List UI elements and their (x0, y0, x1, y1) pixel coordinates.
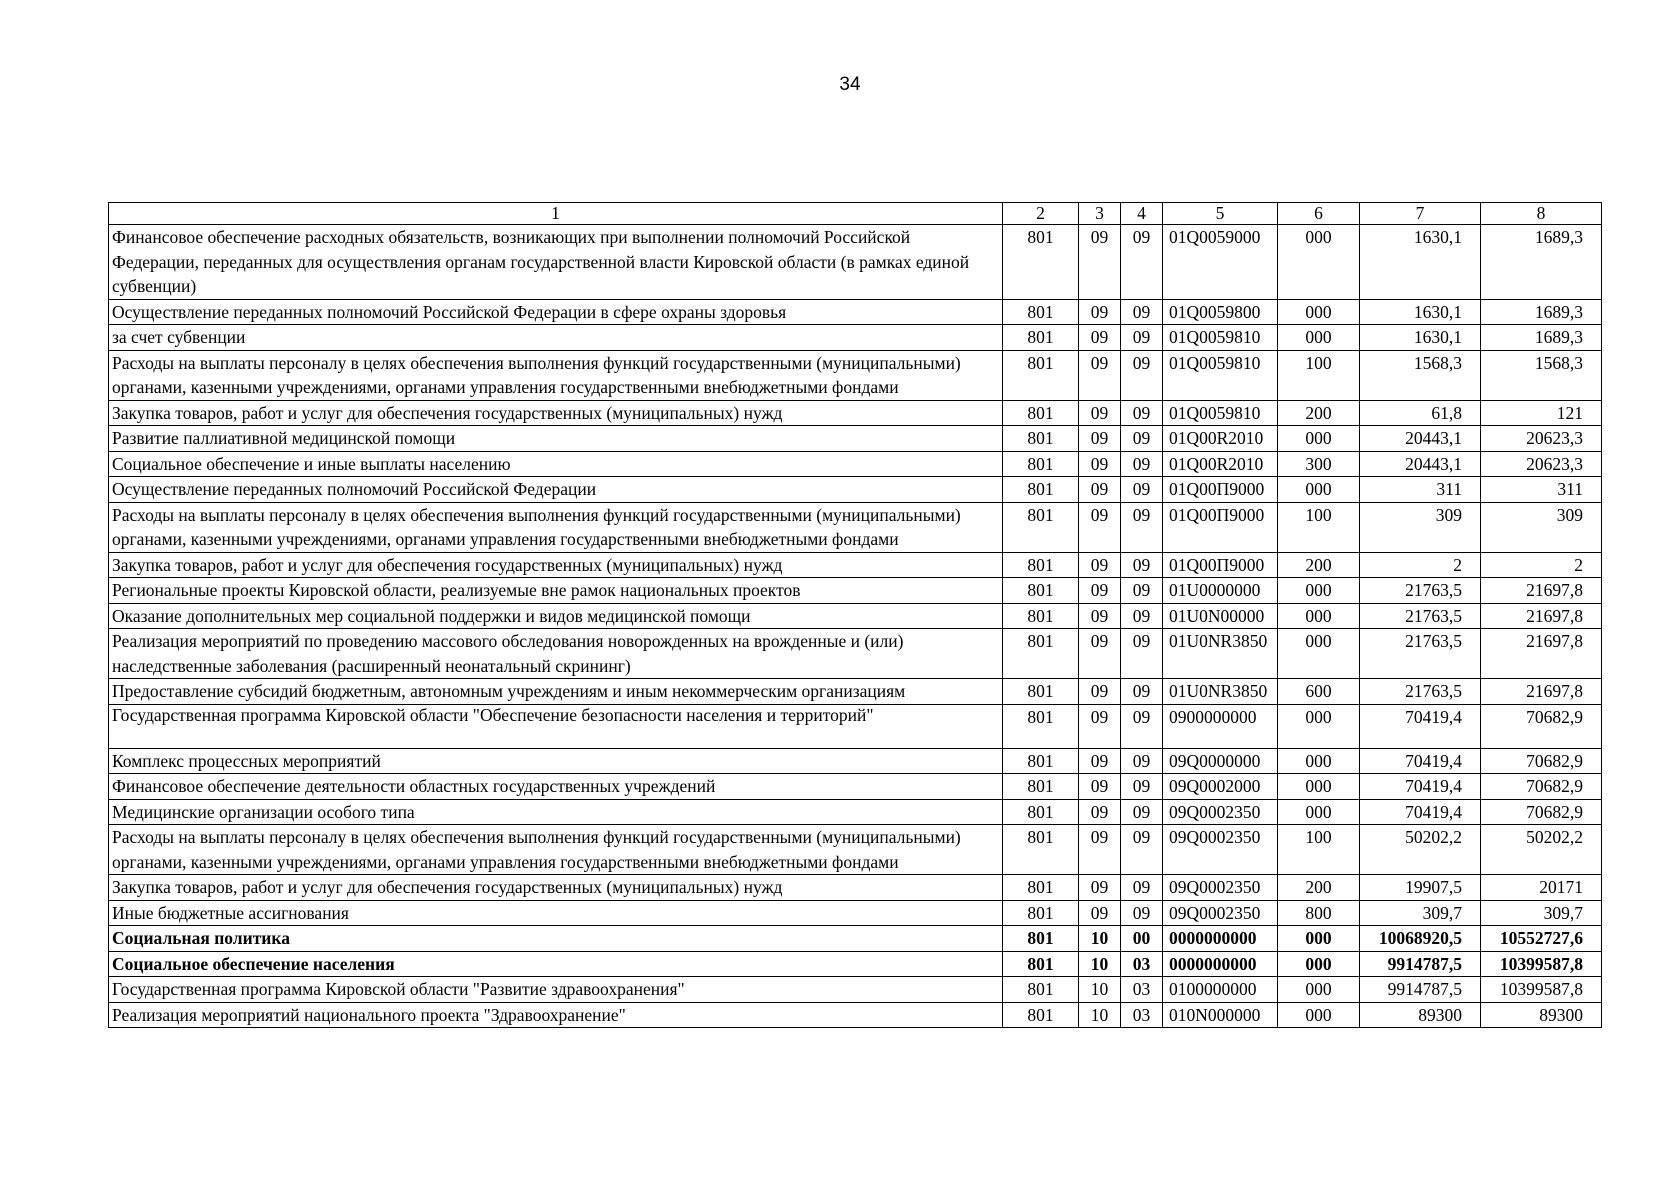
header-row (109, 203, 1602, 225)
row-section: 09 (1079, 704, 1121, 748)
row-amount-year1: 70419,4 (1360, 748, 1481, 774)
row-subsection: 03 (1121, 951, 1163, 977)
row-expense-type: 600 (1278, 679, 1360, 705)
row-amount-year2: 2 (1481, 552, 1602, 578)
row-subsection: 09 (1121, 799, 1163, 825)
row-amount-year1: 10068920,5 (1360, 926, 1481, 952)
row-amount-year1: 311 (1360, 477, 1481, 503)
row-subsection: 09 (1121, 350, 1163, 400)
row-section: 09 (1079, 578, 1121, 604)
budget-table (108, 202, 1602, 1028)
row-target-code: 09Q0000000 (1163, 748, 1278, 774)
table-row (109, 900, 1602, 926)
row-section: 10 (1079, 1002, 1121, 1028)
row-section: 09 (1079, 400, 1121, 426)
row-gr: 801 (1003, 426, 1079, 452)
row-amount-year2: 1689,3 (1481, 299, 1602, 325)
row-section: 09 (1079, 350, 1121, 400)
row-section: 09 (1079, 900, 1121, 926)
row-section: 09 (1079, 825, 1121, 875)
row-name: Закупка товаров, работ и услуг для обеспечения государственных (муниципальных) нужд (109, 875, 1003, 901)
row-subsection: 09 (1121, 875, 1163, 901)
row-subsection: 03 (1121, 977, 1163, 1003)
row-amount-year1: 50202,2 (1360, 825, 1481, 875)
row-name: Государственная программа Кировской области "Развитие здравоохранения" (109, 977, 1003, 1003)
row-amount-year2: 70682,9 (1481, 748, 1602, 774)
row-section: 10 (1079, 926, 1121, 952)
row-name: Осуществление переданных полномочий Российской Федерации (109, 477, 1003, 503)
row-amount-year2: 70682,9 (1481, 704, 1602, 748)
row-section: 10 (1079, 951, 1121, 977)
row-name: Социальное обеспечение и иные выплаты населению (109, 451, 1003, 477)
table-row (109, 704, 1602, 748)
row-section: 09 (1079, 299, 1121, 325)
row-target-code: 0900000000 (1163, 704, 1278, 748)
table-row (109, 502, 1602, 552)
row-amount-year2: 1568,3 (1481, 350, 1602, 400)
row-section: 09 (1079, 679, 1121, 705)
row-amount-year1: 9914787,5 (1360, 951, 1481, 977)
row-gr: 801 (1003, 774, 1079, 800)
row-gr: 801 (1003, 951, 1079, 977)
row-section: 10 (1079, 977, 1121, 1003)
row-gr: 801 (1003, 900, 1079, 926)
table-row (109, 679, 1602, 705)
row-amount-year1: 21763,5 (1360, 629, 1481, 679)
row-target-code: 01Q0059000 (1163, 225, 1278, 300)
table-row (109, 875, 1602, 901)
row-amount-year1: 70419,4 (1360, 774, 1481, 800)
row-name: Расходы на выплаты персоналу в целях обеспечения выполнения функций государственными (муниципальными) органами, казенными учреждениями, органами управления государственными внебюджетными фондами (109, 825, 1003, 875)
row-amount-year2: 10399587,8 (1481, 951, 1602, 977)
row-amount-year2: 20623,3 (1481, 426, 1602, 452)
row-gr: 801 (1003, 799, 1079, 825)
row-expense-type: 800 (1278, 900, 1360, 926)
table-row (109, 977, 1602, 1003)
row-target-code: 01Q00П9000 (1163, 502, 1278, 552)
row-name: Комплекс процессных мероприятий (109, 748, 1003, 774)
row-gr: 801 (1003, 629, 1079, 679)
row-gr: 801 (1003, 350, 1079, 400)
row-gr: 801 (1003, 325, 1079, 351)
row-target-code: 09Q0002350 (1163, 900, 1278, 926)
row-name: Региональные проекты Кировской области, реализуемые вне рамок национальных проектов (109, 578, 1003, 604)
row-amount-year2: 10552727,6 (1481, 926, 1602, 952)
row-amount-year2: 1689,3 (1481, 325, 1602, 351)
table-row (109, 603, 1602, 629)
row-target-code: 01Q00П9000 (1163, 477, 1278, 503)
row-subsection: 09 (1121, 900, 1163, 926)
row-subsection: 09 (1121, 825, 1163, 875)
row-amount-year1: 309,7 (1360, 900, 1481, 926)
row-section: 09 (1079, 799, 1121, 825)
row-name: Закупка товаров, работ и услуг для обеспечения государственных (муниципальных) нужд (109, 552, 1003, 578)
row-subsection: 09 (1121, 603, 1163, 629)
row-section: 09 (1079, 502, 1121, 552)
row-section: 09 (1079, 774, 1121, 800)
row-amount-year1: 89300 (1360, 1002, 1481, 1028)
row-target-code: 01U0N00000 (1163, 603, 1278, 629)
row-subsection: 09 (1121, 629, 1163, 679)
row-amount-year2: 10399587,8 (1481, 977, 1602, 1003)
row-name: Финансовое обеспечение расходных обязательств, возникающих при выполнении полномочий Российской Федерации, переданных для осуществления органам государственной власти Кировской области (в рамках единой субвенции) (109, 225, 1003, 300)
row-target-code: 01Q0059810 (1163, 325, 1278, 351)
row-subsection: 00 (1121, 926, 1163, 952)
table-row (109, 748, 1602, 774)
table-row (109, 225, 1602, 300)
row-expense-type: 100 (1278, 502, 1360, 552)
row-target-code: 01Q0059810 (1163, 350, 1278, 400)
row-expense-type: 300 (1278, 451, 1360, 477)
row-amount-year1: 70419,4 (1360, 799, 1481, 825)
row-target-code: 09Q0002000 (1163, 774, 1278, 800)
table-row (109, 926, 1602, 952)
row-target-code: 09Q0002350 (1163, 875, 1278, 901)
row-name: Расходы на выплаты персоналу в целях обеспечения выполнения функций государственными (муниципальными) органами, казенными учреждениями, органами управления государственными внебюджетными фондами (109, 350, 1003, 400)
row-gr: 801 (1003, 299, 1079, 325)
row-amount-year1: 19907,5 (1360, 875, 1481, 901)
row-section: 09 (1079, 552, 1121, 578)
row-name: Иные бюджетные ассигнования (109, 900, 1003, 926)
row-subsection: 09 (1121, 578, 1163, 604)
row-gr: 801 (1003, 451, 1079, 477)
row-gr: 801 (1003, 502, 1079, 552)
row-gr: 801 (1003, 875, 1079, 901)
row-amount-year1: 1630,1 (1360, 225, 1481, 300)
row-gr: 801 (1003, 477, 1079, 503)
row-amount-year2: 20623,3 (1481, 451, 1602, 477)
row-subsection: 09 (1121, 704, 1163, 748)
row-amount-year1: 2 (1360, 552, 1481, 578)
row-gr: 801 (1003, 748, 1079, 774)
row-amount-year1: 309 (1360, 502, 1481, 552)
table-row (109, 400, 1602, 426)
row-subsection: 09 (1121, 477, 1163, 503)
row-amount-year1: 20443,1 (1360, 426, 1481, 452)
row-name: Государственная программа Кировской области "Обеспечение безопасности населения и территорий" (109, 704, 1003, 748)
row-gr: 801 (1003, 679, 1079, 705)
column-header-6: 6 (1278, 203, 1360, 225)
row-gr: 801 (1003, 977, 1079, 1003)
row-target-code: 010N000000 (1163, 1002, 1278, 1028)
row-section: 09 (1079, 325, 1121, 351)
row-subsection: 09 (1121, 299, 1163, 325)
row-gr: 801 (1003, 825, 1079, 875)
row-name: Расходы на выплаты персоналу в целях обеспечения выполнения функций государственными (муниципальными) органами, казенными учреждениями, органами управления государственными внебюджетными фондами (109, 502, 1003, 552)
row-subsection: 09 (1121, 679, 1163, 705)
row-expense-type: 000 (1278, 704, 1360, 748)
row-amount-year2: 309,7 (1481, 900, 1602, 926)
row-expense-type: 000 (1278, 629, 1360, 679)
table-row (109, 325, 1602, 351)
row-name: Осуществление переданных полномочий Российской Федерации в сфере охраны здоровья (109, 299, 1003, 325)
row-amount-year1: 70419,4 (1360, 704, 1481, 748)
row-gr: 801 (1003, 603, 1079, 629)
row-target-code: 09Q0002350 (1163, 799, 1278, 825)
row-amount-year1: 1630,1 (1360, 299, 1481, 325)
row-name: Реализация мероприятий национального проекта "Здравоохранение" (109, 1002, 1003, 1028)
row-name: Закупка товаров, работ и услуг для обеспечения государственных (муниципальных) нужд (109, 400, 1003, 426)
row-gr: 801 (1003, 578, 1079, 604)
row-amount-year1: 1630,1 (1360, 325, 1481, 351)
row-amount-year2: 21697,8 (1481, 603, 1602, 629)
row-gr: 801 (1003, 1002, 1079, 1028)
row-target-code: 01U0000000 (1163, 578, 1278, 604)
column-header-1: 1 (109, 203, 1003, 225)
row-expense-type: 000 (1278, 926, 1360, 952)
table-row (109, 477, 1602, 503)
row-subsection: 03 (1121, 1002, 1163, 1028)
row-amount-year2: 21697,8 (1481, 629, 1602, 679)
row-expense-type: 200 (1278, 552, 1360, 578)
column-header-5: 5 (1163, 203, 1278, 225)
table-row (109, 629, 1602, 679)
row-subsection: 09 (1121, 400, 1163, 426)
row-gr: 801 (1003, 704, 1079, 748)
table-row (109, 799, 1602, 825)
row-name: Социальная политика (109, 926, 1003, 952)
row-expense-type: 200 (1278, 400, 1360, 426)
row-gr: 801 (1003, 400, 1079, 426)
row-section: 09 (1079, 451, 1121, 477)
row-subsection: 09 (1121, 451, 1163, 477)
row-expense-type: 200 (1278, 875, 1360, 901)
row-amount-year1: 21763,5 (1360, 679, 1481, 705)
row-target-code: 01U0NR3850 (1163, 629, 1278, 679)
row-expense-type: 000 (1278, 1002, 1360, 1028)
row-name: Предоставление субсидий бюджетным, автономным учреждениям и иным некоммерческим организациям (109, 679, 1003, 705)
row-amount-year2: 311 (1481, 477, 1602, 503)
row-expense-type: 000 (1278, 477, 1360, 503)
row-target-code: 01Q00П9000 (1163, 552, 1278, 578)
row-name: Социальное обеспечение населения (109, 951, 1003, 977)
row-amount-year2: 21697,8 (1481, 679, 1602, 705)
column-header-2: 2 (1003, 203, 1079, 225)
row-subsection: 09 (1121, 748, 1163, 774)
row-amount-year1: 1568,3 (1360, 350, 1481, 400)
row-amount-year2: 121 (1481, 400, 1602, 426)
table-row (109, 426, 1602, 452)
row-target-code: 09Q0002350 (1163, 825, 1278, 875)
row-expense-type: 000 (1278, 748, 1360, 774)
row-amount-year2: 20171 (1481, 875, 1602, 901)
row-expense-type: 000 (1278, 325, 1360, 351)
row-amount-year2: 50202,2 (1481, 825, 1602, 875)
row-expense-type: 000 (1278, 299, 1360, 325)
table-row (109, 299, 1602, 325)
table-row (109, 951, 1602, 977)
column-header-4: 4 (1121, 203, 1163, 225)
row-expense-type: 000 (1278, 951, 1360, 977)
row-expense-type: 000 (1278, 225, 1360, 300)
table-row (109, 552, 1602, 578)
row-expense-type: 000 (1278, 578, 1360, 604)
row-subsection: 09 (1121, 426, 1163, 452)
row-expense-type: 000 (1278, 603, 1360, 629)
row-subsection: 09 (1121, 774, 1163, 800)
row-amount-year1: 9914787,5 (1360, 977, 1481, 1003)
row-name: за счет субвенции (109, 325, 1003, 351)
table-row (109, 578, 1602, 604)
row-name: Финансовое обеспечение деятельности областных государственных учреждений (109, 774, 1003, 800)
row-section: 09 (1079, 225, 1121, 300)
table-row (109, 451, 1602, 477)
row-amount-year2: 1689,3 (1481, 225, 1602, 300)
row-amount-year2: 309 (1481, 502, 1602, 552)
row-target-code: 01Q00R2010 (1163, 426, 1278, 452)
row-section: 09 (1079, 629, 1121, 679)
row-target-code: 01U0NR3850 (1163, 679, 1278, 705)
row-section: 09 (1079, 748, 1121, 774)
row-target-code: 01Q00R2010 (1163, 451, 1278, 477)
column-header-3: 3 (1079, 203, 1121, 225)
row-expense-type: 000 (1278, 774, 1360, 800)
row-subsection: 09 (1121, 225, 1163, 300)
page-number: 34 (839, 74, 861, 95)
row-expense-type: 000 (1278, 799, 1360, 825)
row-name: Реализация мероприятий по проведению массового обследования новорожденных на врожденные и (или) наследственные заболевания (расширенный неонатальный скрининг) (109, 629, 1003, 679)
row-name: Медицинские организации особого типа (109, 799, 1003, 825)
row-target-code: 0000000000 (1163, 951, 1278, 977)
row-target-code: 0000000000 (1163, 926, 1278, 952)
row-subsection: 09 (1121, 552, 1163, 578)
row-section: 09 (1079, 603, 1121, 629)
row-gr: 801 (1003, 225, 1079, 300)
row-target-code: 0100000000 (1163, 977, 1278, 1003)
row-amount-year2: 70682,9 (1481, 774, 1602, 800)
row-section: 09 (1079, 477, 1121, 503)
row-subsection: 09 (1121, 325, 1163, 351)
row-amount-year1: 20443,1 (1360, 451, 1481, 477)
row-amount-year2: 70682,9 (1481, 799, 1602, 825)
row-expense-type: 000 (1278, 977, 1360, 1003)
table-row (109, 350, 1602, 400)
row-expense-type: 100 (1278, 825, 1360, 875)
row-amount-year1: 21763,5 (1360, 578, 1481, 604)
row-section: 09 (1079, 875, 1121, 901)
row-target-code: 01Q0059800 (1163, 299, 1278, 325)
row-expense-type: 100 (1278, 350, 1360, 400)
row-amount-year2: 89300 (1481, 1002, 1602, 1028)
column-header-7: 7 (1360, 203, 1481, 225)
row-name: Развитие паллиативной медицинской помощи (109, 426, 1003, 452)
row-section: 09 (1079, 426, 1121, 452)
row-gr: 801 (1003, 926, 1079, 952)
column-header-8: 8 (1481, 203, 1602, 225)
row-amount-year1: 61,8 (1360, 400, 1481, 426)
row-expense-type: 000 (1278, 426, 1360, 452)
row-amount-year1: 21763,5 (1360, 603, 1481, 629)
table-row (109, 825, 1602, 875)
row-target-code: 01Q0059810 (1163, 400, 1278, 426)
row-name: Оказание дополнительных мер социальной поддержки и видов медицинской помощи (109, 603, 1003, 629)
table-row (109, 1002, 1602, 1028)
row-amount-year2: 21697,8 (1481, 578, 1602, 604)
row-subsection: 09 (1121, 502, 1163, 552)
table-row (109, 774, 1602, 800)
row-gr: 801 (1003, 552, 1079, 578)
